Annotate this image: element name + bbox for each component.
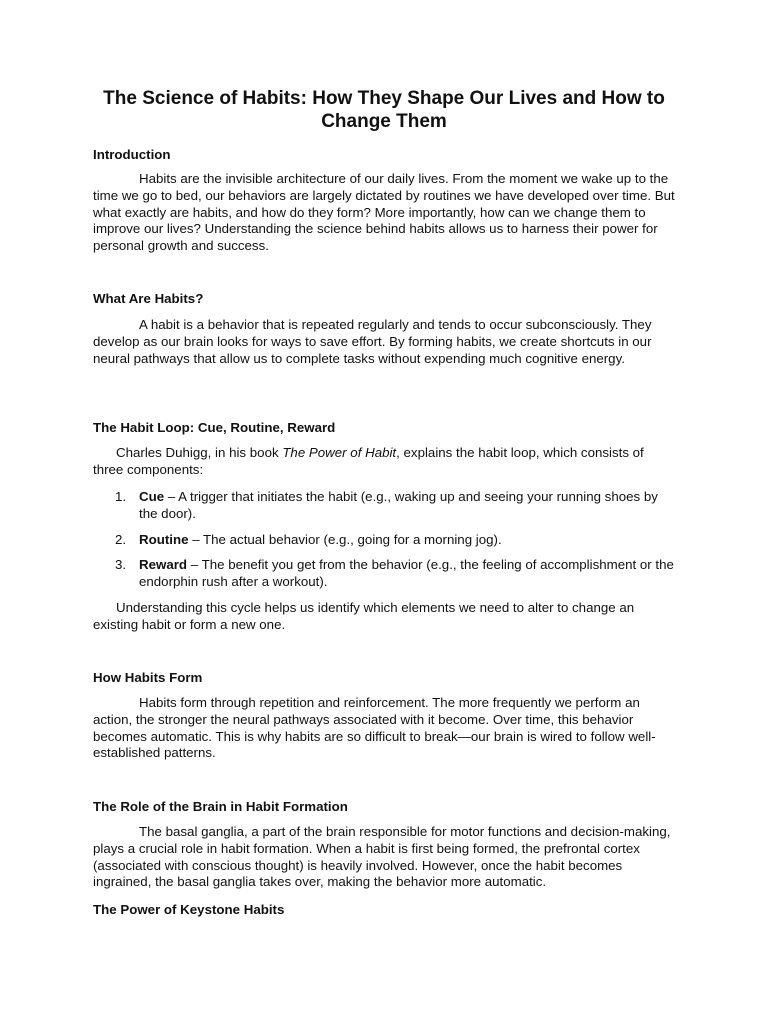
list-item-text: – The actual behavior (e.g., going for a morning jog). bbox=[188, 531, 502, 547]
document-title: The Science of Habits: How They Shape Our Lives and How to Change Them bbox=[103, 88, 665, 132]
list-item-term: Cue bbox=[139, 489, 165, 504]
paragraph-habit-loop-intro bbox=[93, 445, 675, 479]
paragraph-what-are-habits: A habit is a behavior that is repeated regularly and tends to occur subconsciously. They develop as our brain looks for ways to save effort. By forming habits, we create shortcuts in our neural pathways that allow us to complete tasks without expending much cognitive energy. bbox=[93, 317, 652, 366]
list-item-term: Routine bbox=[139, 531, 189, 547]
heading-habit-loop: The Habit Loop: Cue, Routine, Reward bbox=[93, 420, 336, 435]
paragraph-habit-loop-outro: Understanding this cycle helps us identify which elements we need to alter to change an existing habit or form a new one. bbox=[93, 600, 635, 632]
list-item bbox=[93, 557, 675, 591]
list-item-number: 2. bbox=[115, 531, 127, 547]
heading-keystone-habits: The Power of Keystone Habits bbox=[93, 902, 285, 917]
book-title: The Power of Habit bbox=[282, 445, 397, 460]
paragraph-how-habits-form: Habits form through repetition and reinforcement. The more frequently we perform an action, the stronger the neural pathways associated with it become. Over time, this behavior becomes automatic. This is why habits are so difficult to break—our brain is wired to follow well-established patterns. bbox=[93, 695, 656, 761]
list-item-number: 3. bbox=[115, 557, 127, 573]
list-item-number: 1. bbox=[115, 489, 127, 504]
list-item-text: – The benefit you get from the behavior (e.g., the feeling of accomplishment or the endorphin rush after a workout). bbox=[139, 557, 674, 590]
intro-text-after: , explains the habit loop, which consists of three components: bbox=[93, 445, 644, 477]
list-item bbox=[93, 532, 675, 549]
heading-how-habits-form: How Habits Form bbox=[93, 670, 203, 685]
heading-role-of-brain: The Role of the Brain in Habit Formation bbox=[93, 799, 348, 814]
heading-introduction: Introduction bbox=[93, 147, 171, 162]
habit-loop-list bbox=[93, 489, 675, 600]
list-item bbox=[93, 489, 675, 523]
list-item-text: – A trigger that initiates the habit (e.g., waking up and seeing your running shoes by the door). bbox=[139, 489, 658, 521]
heading-what-are-habits: What Are Habits? bbox=[93, 291, 204, 306]
intro-text-before: Charles Duhigg, in his book bbox=[116, 445, 283, 460]
paragraph-introduction: Habits are the invisible architecture of our daily lives. From the moment we wake up to the time we go to bed, our behaviors are largely dictated by routines we have developed over time. But what exactly are habits, and how do they form? More importantly, how can we change them to improve our lives? Understanding the science behind habits allows us to harness their power for personal growth and success. bbox=[93, 171, 675, 254]
paragraph-role-of-brain: The basal ganglia, a part of the brain responsible for motor functions and decision-making, plays a crucial role in habit formation. When a habit is first being formed, the prefrontal cortex (associated with conscious thought) is heavily involved. However, once the habit becomes ingrained, the basal ganglia takes over, making the behavior more automatic. bbox=[93, 824, 671, 890]
list-item-term: Reward bbox=[139, 557, 188, 573]
